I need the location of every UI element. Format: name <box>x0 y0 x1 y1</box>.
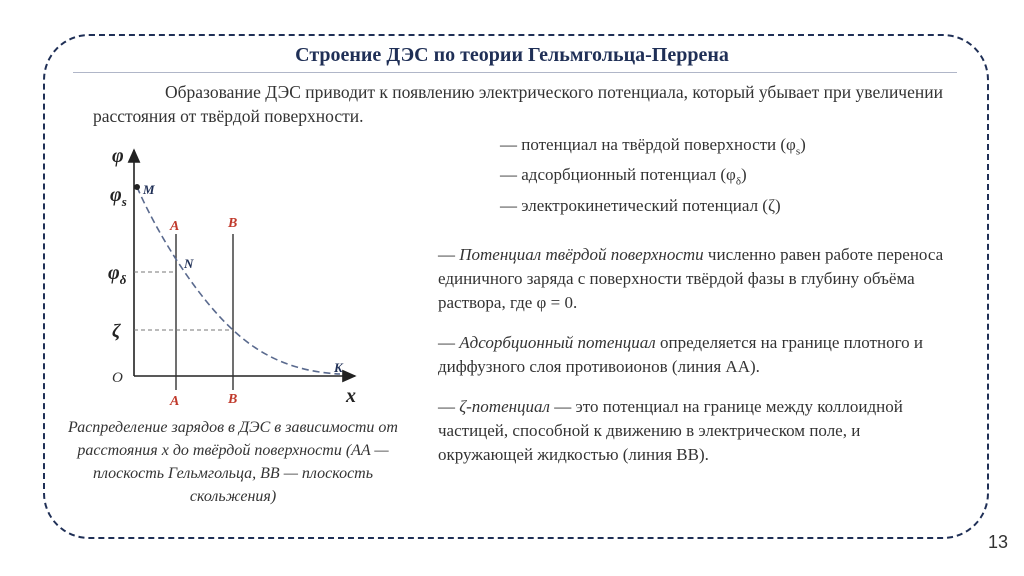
zeta-label: ζ <box>112 321 121 342</box>
definition-adsorption-potential: — Адсорбционный потенциал определяется на границе плотного и диффузного слоя противоионов (линия AA). <box>438 333 923 376</box>
point-M-dot <box>134 184 140 190</box>
intro-paragraph: Образование ДЭС приводит к появлению электрического потенциала, который убывает при увеличении расстояния от твёрдой поверхности. <box>93 82 943 126</box>
legend-zeta-potential: — электрокинетический потенциал (ζ) <box>500 195 781 215</box>
line-B-bottom-label: B <box>228 392 238 407</box>
line-A-bottom-label: A <box>170 394 180 409</box>
point-N-label: N <box>184 256 194 271</box>
definition-zeta-potential: — ζ-потенциал — это потенциал на границе между коллоидной частицей, способной к движению в электрическом поле, и окружающей жидкостью (линия BB). <box>438 397 903 464</box>
line-B-top-label: B <box>228 216 238 231</box>
origin-label: O <box>112 370 123 386</box>
x-axis-label: x <box>346 385 356 407</box>
diagram-caption: Распределение зарядов в ДЭС в зависимости от расстояния x до твёрдой поверхности (AA — плоскость Гельмгольца, BB — плоскость скольжения) <box>68 419 398 505</box>
point-M-label: M <box>143 182 155 197</box>
page-number: 13 <box>987 532 1008 552</box>
point-K-label: K <box>334 360 343 375</box>
slide-title: Строение ДЭС по теории Гельмгольца-Перрена <box>295 44 729 66</box>
line-A-top-label: A <box>170 219 180 234</box>
legend-surface-potential: — потенциал на твёрдой поверхности $(\varphi_s)$ <box>500 135 806 158</box>
legend-adsorption-potential: — адсорбционный потенциал $(\varphi_\delta)$ <box>500 165 747 188</box>
y-axis-label: φ <box>112 145 124 167</box>
phi-s-label: $\varphi_s$ <box>110 184 127 209</box>
potential-curve <box>137 187 340 374</box>
phi-delta-label: $\varphi_\delta$ <box>108 262 127 287</box>
definition-surface-potential: — Потенциал твёрдой поверхности численно равен работе переноса единичного заряда с поверхности твёрдой фазы в глубину объёма раствора, где φ = 0. <box>438 245 944 312</box>
